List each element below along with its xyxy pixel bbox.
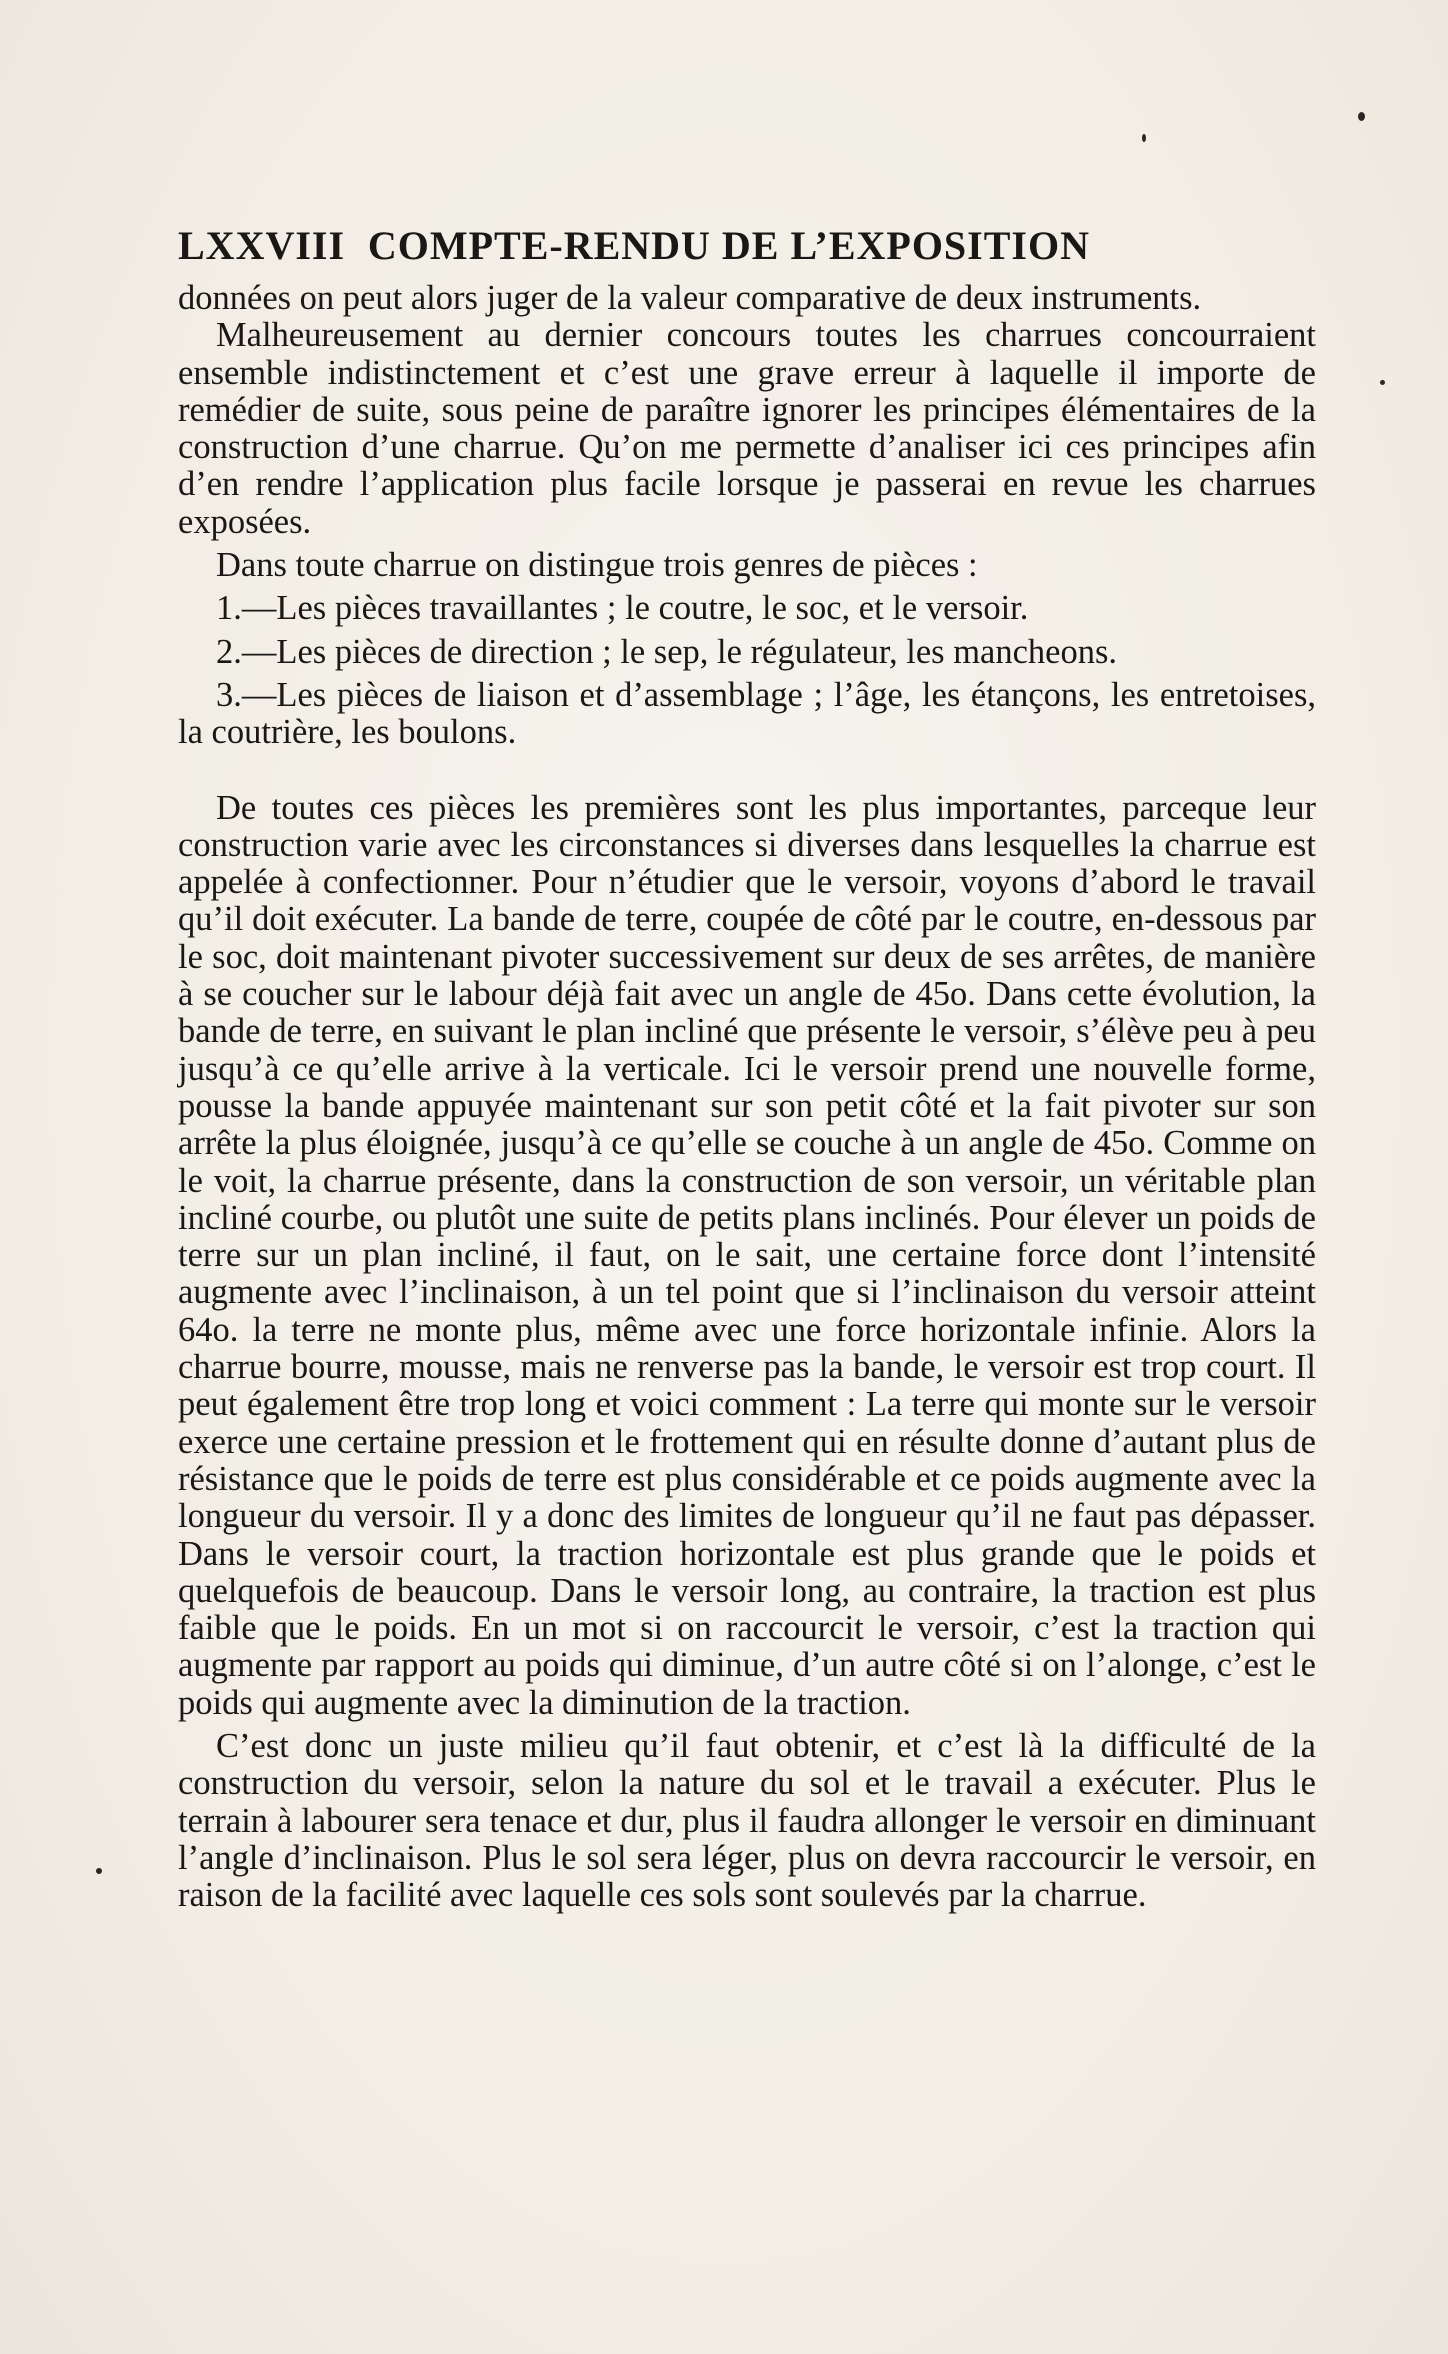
paragraph-versoir: De toutes ces pièces les premières sont les plus importantes, parceque leur construction varie avec les circonstances si diverses dans lesquelles la charrue est appelée à confectionner. Pour n’étudier que le versoir, voyons d’abord le travail qu’il doit exécuter. La bande de terre, coupée de côté par le coutre, en-dessous par le soc, doit maintenant pivoter successivement sur deux de ses arrêtes, de manière à se coucher sur le labour déjà fait avec un angle de 45o. Dans cette évolution, la bande de terre, en suivant le plan incliné que présente le versoir, s’élève peu à peu jusqu’à ce qu’elle arrive à la verticale. Ici le versoir prend une nouvelle forme, pousse la bande appuyée maintenant sur son petit côté et la fait pivoter sur son arrête la plus éloignée, jusqu’à ce qu’elle se couche à un angle de 45o. Comme on le voit, la charrue présente, dans la construction de son versoir, un véritable plan incliné courbe, ou plutôt une suite de petits plans inclinés. Pour élever un poids de terre sur un plan incliné, il faut, on le sait, une certaine force dont l’intensité augmente avec l’inclinaison, à un tel point que si l’inclinaison du versoir atteint 64o. la terre ne monte plus, même avec une force horizontale infinie. Alors la charrue bourre, mousse, mais ne renverse pas la bande, le versoir est trop court. Il peut également être trop long et voici comment : La terre qui monte sur le versoir exerce une certaine pression et le frottement qui en résulte donne d’autant plus de résistance que le poids de terre est plus considérable et ce poids augmente avec la longueur du versoir. Il y a donc des limites de longueur qu’il ne faut pas dépasser. Dans le versoir court, la traction horizontale est plus grande que le poids et quelquefois de beaucoup. Dans le versoir long, au contraire, la traction est plus faible que le poids. En un mot si on raccourcit le versoir, c’est la traction qui augmente par rapport au poids qui diminue, d’un autre côté si on l’alonge, c’est le poids qui augmente avec la diminution de la traction. — [178, 788, 1316, 1722]
list-item-direction: 2.—Les pièces de direction ; le sep, le régulateur, les mancheons. — [216, 632, 1118, 671]
running-title: COMPTE-RENDU DE L’EXPOSITION — [367, 223, 1090, 268]
running-head — [178, 222, 1090, 280]
ink-speck — [1142, 134, 1146, 142]
paragraph-genres: Dans toute charrue on distingue trois genres de pièces : — [216, 546, 978, 585]
page-number: LXXVIII — [178, 223, 346, 268]
list-item-liaison: 3.—Les pièces de liaison et d’assemblage ; l’âge, les étançons, les entretoises, la coutrière, les boulons. — [178, 675, 1316, 752]
body-text — [178, 280, 1316, 1914]
page-column — [178, 222, 1316, 1914]
paragraph-continued: données on peut alors juger de la valeur comparative de deux instruments. — [178, 279, 1202, 317]
paragraph-juste-milieu: C’est donc un juste milieu qu’il faut obtenir, et c’est là la difficulté de la construction du versoir, selon la nature du sol et le travail a exécuter. Plus le terrain à labourer sera tenace et dur, plus il faudra allonger le versoir en diminuant l’angle d’inclinaison. Plus le sol sera léger, plus on devra raccourcir le versoir, en raison de la facilité avec laquelle ces sols sont soulevés par la charrue. — [178, 1726, 1316, 1915]
list-item-travaillantes: 1.—Les pièces travaillantes ; le coutre, le soc, et le versoir. — [216, 589, 1029, 628]
paragraph-concours: Malheureusement au dernier concours toutes les charrues concourraient ensemble indistinctement et c’est une grave erreur à laquelle il importe de remédier de suite, sous peine de paraître ignorer les principes élémentaires de la construction d’une charrue. Qu’on me permette d’analiser ici ces principes afin d’en rendre l’application plus facile lorsque je passerai en revue les charrues exposées. — [178, 316, 1316, 541]
ink-speck — [1380, 380, 1385, 385]
ink-speck — [96, 1868, 102, 1874]
ink-speck — [1358, 112, 1365, 121]
